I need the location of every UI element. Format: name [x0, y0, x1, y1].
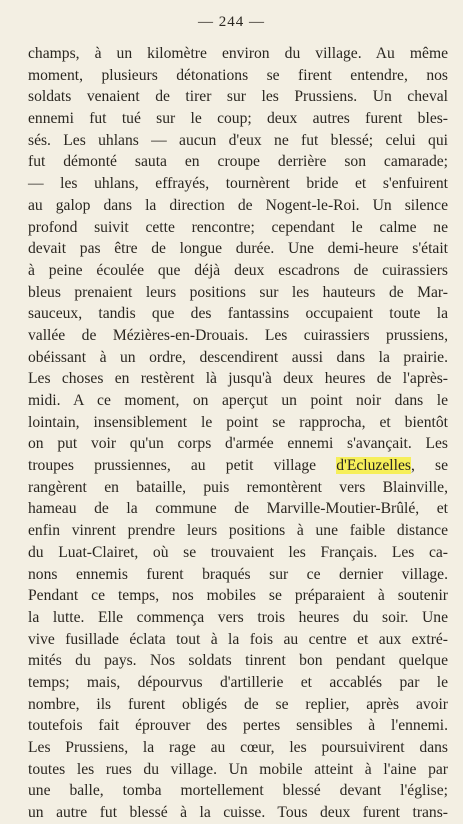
- text-line: [28, 498, 448, 520]
- text-line: [28, 86, 448, 108]
- text-line: [28, 108, 448, 130]
- text-run: un autre fut blessé à la cuisse. Tous deux furent trans-: [28, 804, 448, 822]
- text-line: [28, 542, 448, 564]
- text-line: [28, 477, 448, 499]
- text-run: la lutte. Elle commença vers trois heures du soir. Une: [28, 608, 448, 626]
- text-line: [28, 260, 448, 282]
- text-run: une balle, tomba mortellement blessé devant l'église;: [28, 782, 448, 800]
- text-line: [28, 520, 448, 542]
- text-run: Pendant ce temps, nos mobiles se préparaient à soutenir: [28, 587, 448, 605]
- text-line: [28, 217, 448, 239]
- text-run: ennemi fut tué sur le coup; deux autres furent bles-: [28, 110, 448, 128]
- text-line: [28, 737, 448, 759]
- text-run: enfin vinrent prendre leurs positions à une faible distance: [28, 522, 448, 540]
- text-run: devait pas être de longue durée. Une demi-heure s'était: [28, 240, 448, 258]
- text-run: Les Prussiens, la rage au cœur, les poursuivirent dans: [28, 739, 448, 756]
- text-line: [28, 759, 448, 781]
- text-run: rangèrent en bataille, puis remontèrent vers Blainville,: [28, 478, 448, 496]
- text-line: [28, 455, 448, 477]
- text-run: lointain, insensiblement le point se rapprocha, et bientôt: [28, 413, 448, 431]
- text-run: hameau de la commune de Marville-Moutier-Brûlé, et: [28, 500, 448, 518]
- highlighted-place-name: d'Ecluzelles: [336, 457, 411, 475]
- text-run: sauceux, tandis que des fantassins occupaient toute la: [28, 305, 448, 323]
- text-run: , se: [410, 457, 448, 475]
- text-line: [28, 347, 448, 369]
- text-line: [28, 390, 448, 412]
- text-run: profond suivit cette rencontre; cependant le calme ne: [28, 218, 448, 236]
- text-line: [28, 195, 448, 217]
- text-line: [28, 65, 448, 87]
- page-number: — 244 —: [198, 14, 265, 30]
- text-line: [28, 130, 448, 152]
- text-run: champs, à un kilomètre environ du village. Au même: [28, 45, 448, 62]
- text-line: [28, 694, 448, 716]
- text-line: [28, 412, 448, 434]
- text-run: sés. Les uhlans — aucun d'eux ne fut blessé; celui qui: [28, 131, 448, 149]
- text-run: soldats venaient de tirer sur les Prussiens. Un cheval: [28, 88, 448, 106]
- text-run: fut démonté sauta en croupe derrière son camarade;: [28, 153, 448, 171]
- text-run: Les choses en restèrent là jusqu'à deux heures de l'après-: [28, 370, 448, 388]
- text-run: midi. A ce moment, on aperçut un point noir dans le: [28, 392, 448, 409]
- text-run: — les uhlans, effrayés, tournèrent bride et s'enfuirent: [28, 175, 448, 193]
- text-run: toutes les rues du village. Un mobile atteint à l'aine par: [28, 760, 448, 778]
- text-run: mités du pays. Nos soldats tinrent bon pendant quelque: [28, 652, 448, 670]
- text-line: [28, 433, 448, 455]
- text-line: [28, 238, 448, 260]
- text-line: [28, 368, 448, 390]
- text-run: bleus prenaient leurs positions sur les hauteurs de Mar-: [28, 283, 448, 301]
- text-line: [28, 282, 448, 304]
- text-line: [28, 715, 448, 737]
- text-line: [28, 802, 448, 824]
- text-line: [28, 650, 448, 672]
- text-line: [28, 780, 448, 802]
- text-line: [28, 325, 448, 347]
- text-run: du Luat-Clairet, où se trouvaient les Français. Les ca-: [28, 543, 448, 561]
- text-run: obéissant à un ordre, descendirent aussi dans la prairie.: [28, 348, 448, 366]
- text-run: à peine écoulée que déjà deux escadrons de cuirassiers: [28, 261, 448, 279]
- text-line: [28, 173, 448, 195]
- text-line: [28, 43, 448, 65]
- text-run: on put voir qu'un corps d'armée ennemi s'avançait. Les: [28, 435, 448, 453]
- text-run: vive fusillade éclata tout à la fois au centre et aux extré-: [28, 630, 448, 648]
- text-run: temps; mais, dépourvus d'artillerie et accablés par le: [28, 673, 448, 691]
- text-line: [28, 672, 448, 694]
- text-line: [28, 629, 448, 651]
- text-run: nombre, ils furent obligés de se replier, après avoir: [28, 695, 448, 713]
- text-line: [28, 564, 448, 586]
- text-line: [28, 151, 448, 173]
- text-run: au galop dans la direction de Nogent-le-Roi. Un silence: [28, 196, 448, 214]
- text-line: [28, 607, 448, 629]
- text-run: troupes prussiennes, au petit village: [28, 457, 337, 475]
- body-text: [28, 43, 448, 824]
- text-run: toutefois fait éprouver des pertes sensibles à l'ennemi.: [28, 717, 448, 735]
- text-run: vallée de Mézières-en-Drouais. Les cuirassiers prussiens,: [28, 326, 448, 344]
- text-run: nons ennemis furent braqués sur ce dernier village.: [28, 565, 448, 583]
- text-line: [28, 585, 448, 607]
- text-line: [28, 303, 448, 325]
- text-run: moment, plusieurs détonations se firent entendre, nos: [28, 66, 448, 84]
